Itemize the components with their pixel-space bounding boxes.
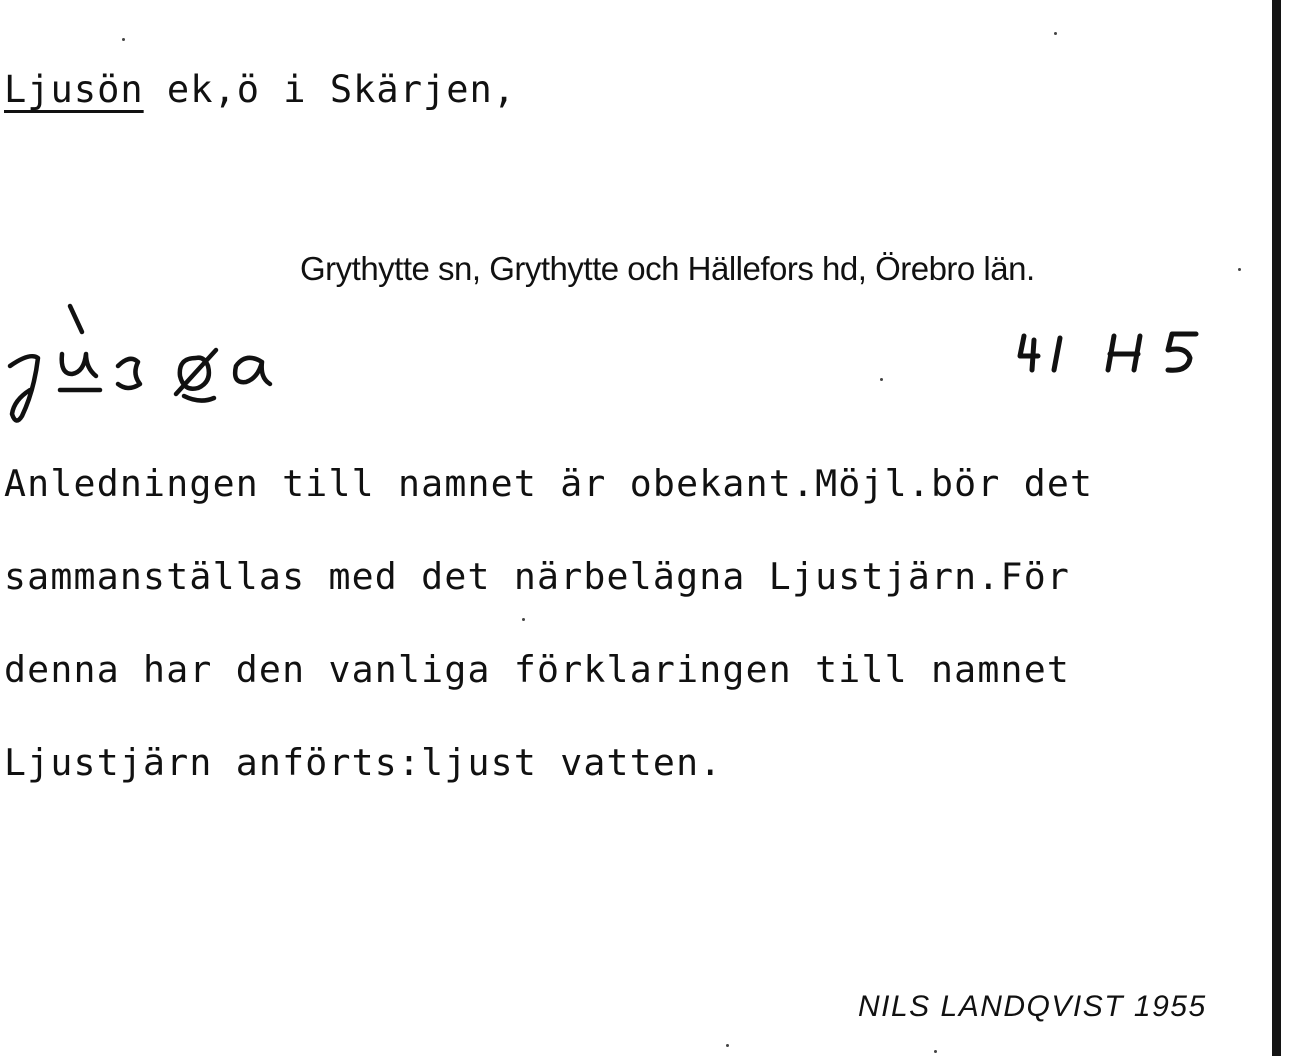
headword-description: ek,ö i Skärjen, — [143, 68, 517, 111]
scan-speck — [122, 38, 125, 41]
scan-speck — [934, 1050, 937, 1053]
scan-speck — [1238, 268, 1241, 271]
card-body-text — [4, 437, 1264, 809]
scan-speck — [522, 618, 525, 621]
body-line-1: Anledningen till namnet är obekant.Möjl.bör det — [4, 462, 1094, 505]
body-line-4: Ljustjärn anförts:ljust vatten. — [4, 741, 723, 784]
headword: Ljusön — [4, 68, 144, 111]
body-line-2: sammanställas med det närbelägna Ljustjärn.För — [4, 555, 1071, 598]
headword-line — [4, 68, 516, 111]
body-line-3: denna har den vanliga förklaringen till namnet — [4, 648, 1071, 691]
scan-speck — [1054, 32, 1057, 35]
card-edge-border — [1272, 0, 1281, 1056]
author-signature: NILS LANDQVIST 1955 — [858, 990, 1207, 1023]
scan-speck — [726, 1044, 729, 1047]
parish-line: Grythytte sn, Grythytte och Hällefors hd, Örebro län. — [300, 250, 1035, 287]
map-reference-handwriting — [1010, 320, 1210, 390]
phonetic-transcription-handwriting — [0, 296, 300, 426]
scan-speck — [880, 378, 883, 381]
